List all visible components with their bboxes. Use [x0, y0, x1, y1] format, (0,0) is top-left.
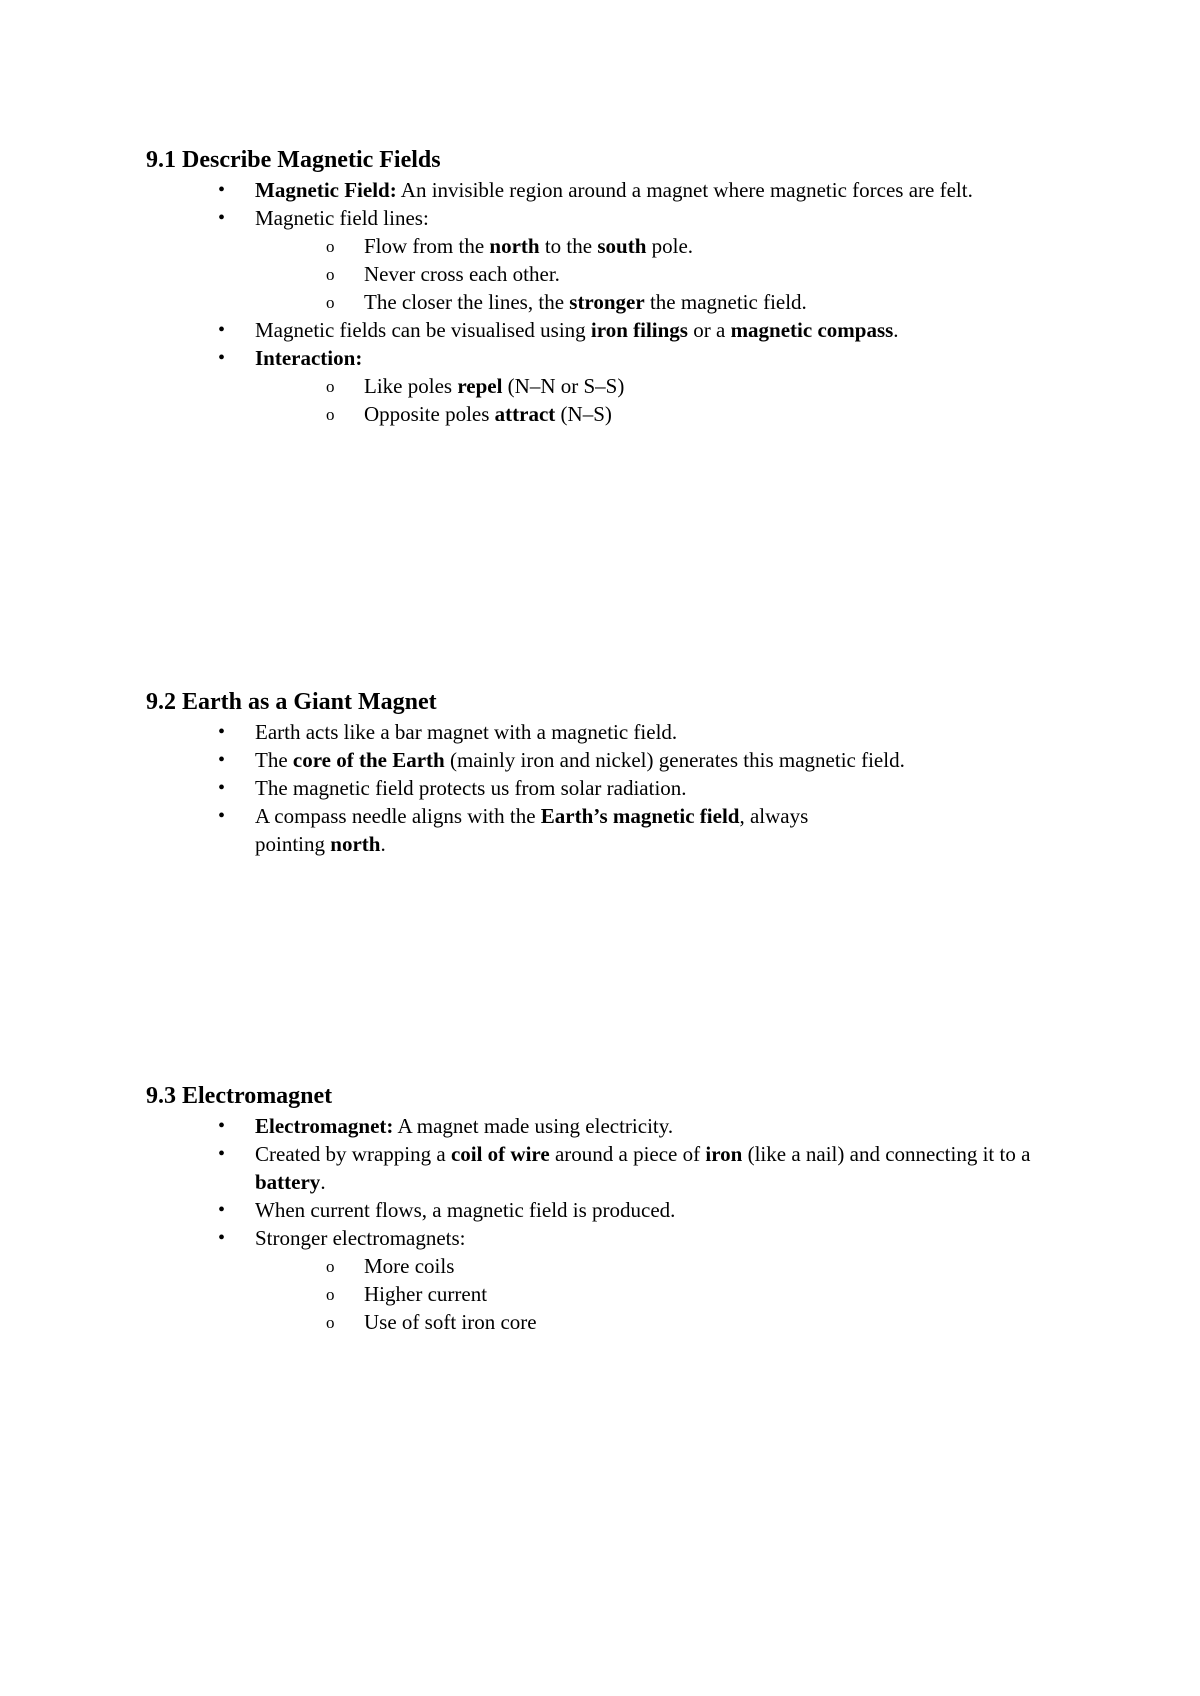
list-item [146, 1140, 1076, 1196]
list-item-text [255, 776, 687, 800]
section-heading: 9.1 Describe Magnetic Fields [146, 147, 441, 173]
circle-bullet-icon: o [326, 405, 335, 424]
bullet-icon: • [218, 319, 226, 341]
text-run: Higher current [364, 1282, 488, 1306]
text-run: An invisible region around a magnet where magnetic forces are felt. [396, 178, 973, 202]
text-run: More coils [364, 1254, 455, 1278]
sub-list-item [146, 288, 1076, 316]
bold-term: stronger [569, 290, 645, 314]
circle-bullet-icon: o [326, 377, 335, 396]
bold-term: Electromagnet: [255, 1114, 394, 1138]
bullet-list [146, 1112, 1076, 1336]
list-item [146, 176, 1076, 204]
bold-term: Earth’s magnetic field [540, 804, 740, 828]
bold-term: Interaction: [255, 346, 363, 370]
sub-list-item [146, 400, 1076, 428]
section-earth-magnet [146, 688, 1076, 858]
bullet-list [146, 718, 1076, 858]
text-run: Stronger electromagnets: [255, 1226, 466, 1250]
list-item-text [255, 1226, 466, 1250]
text-run: The [255, 748, 293, 772]
sub-list-item-text [254, 232, 693, 260]
sub-list-item [146, 372, 1076, 400]
text-run: (N–S) [555, 402, 612, 426]
text-run: A magnet made using electricity. [393, 1114, 674, 1138]
list-item-text [255, 1198, 675, 1222]
text-run: pointing [255, 832, 331, 856]
text-run: . [320, 1170, 326, 1194]
list-item [146, 746, 1076, 774]
circle-bullet-icon: o [326, 1285, 335, 1304]
section-heading: 9.3 Electromagnet [146, 1083, 333, 1109]
text-run: to the [539, 234, 598, 258]
text-run: Magnetic field lines: [255, 206, 429, 230]
bold-term: iron [705, 1142, 743, 1166]
sub-list-item-text [254, 260, 560, 288]
list-item-text [255, 804, 808, 856]
circle-bullet-icon: o [326, 1257, 335, 1276]
list-item-text [255, 1142, 1030, 1194]
sub-bullet-list [255, 1252, 1076, 1336]
text-run: Flow from the [364, 234, 490, 258]
bullet-icon: • [218, 721, 226, 743]
bold-term: magnetic compass [730, 318, 894, 342]
list-item [146, 718, 1076, 746]
text-run: Use of soft iron core [364, 1310, 537, 1334]
sub-list-item-text [254, 400, 612, 428]
text-run: Earth acts like a bar magnet with a magnetic field. [255, 720, 678, 744]
list-item-text [255, 748, 905, 772]
text-run: around a piece of [549, 1142, 706, 1166]
bullet-icon: • [218, 1143, 226, 1165]
text-run: Like poles [364, 374, 458, 398]
text-run: (N–N or S–S) [502, 374, 625, 398]
circle-bullet-icon: o [326, 1313, 335, 1332]
bullet-icon: • [218, 207, 226, 229]
sub-list-item [146, 1308, 1076, 1336]
sub-list-item-text [254, 288, 807, 316]
text-run: or a [687, 318, 731, 342]
list-item [146, 1196, 1076, 1224]
sub-bullet-list [255, 372, 1076, 428]
circle-bullet-icon: o [326, 237, 335, 256]
list-item [146, 344, 1076, 428]
text-run: (mainly iron and nickel) generates this magnetic field. [444, 748, 905, 772]
text-run: Never cross each other. [364, 262, 560, 286]
bullet-icon: • [218, 1227, 226, 1249]
sub-list-item [146, 260, 1076, 288]
list-item [146, 1112, 1076, 1140]
text-run: Opposite poles [364, 402, 495, 426]
bullet-icon: • [218, 347, 226, 369]
sub-list-item [146, 1252, 1076, 1280]
section-magnetic-fields [146, 146, 1076, 428]
text-run: A compass needle aligns with the [255, 804, 541, 828]
text-run: (like a nail) and connecting it to a [742, 1142, 1031, 1166]
bold-term: repel [457, 374, 503, 398]
text-run: pole. [646, 234, 694, 258]
list-item [146, 204, 1076, 316]
text-run: Magnetic fields can be visualised using [255, 318, 591, 342]
sub-bullet-list [255, 232, 1076, 316]
list-item-text [255, 178, 973, 202]
text-run: Created by wrapping a [255, 1142, 451, 1166]
bullet-icon: • [218, 777, 226, 799]
bullet-icon: • [218, 1115, 226, 1137]
bullet-icon: • [218, 179, 226, 201]
sub-list-item-text [254, 1252, 454, 1280]
sub-list-item-text [254, 1280, 487, 1308]
circle-bullet-icon: o [326, 265, 335, 284]
text-run: , always [739, 804, 809, 828]
list-item-text [255, 318, 899, 342]
section-electromagnet [146, 1082, 1076, 1336]
bold-term: south [597, 234, 647, 258]
text-run: The magnetic field protects us from solar radiation. [255, 776, 687, 800]
text-run: When current flows, a magnetic field is produced. [255, 1198, 676, 1222]
sub-list-item-text [254, 372, 624, 400]
bold-term: attract [494, 402, 556, 426]
list-item [146, 1224, 1076, 1336]
bold-term: north [330, 832, 381, 856]
sub-list-item [146, 232, 1076, 260]
sub-list-item-text [254, 1308, 537, 1336]
text-run: the magnetic field. [644, 290, 807, 314]
bullet-list [146, 176, 1076, 428]
text-run: . [893, 318, 899, 342]
text-run: The closer the lines, the [364, 290, 570, 314]
list-item-text [255, 720, 677, 744]
bold-term: Magnetic Field: [255, 178, 397, 202]
bullet-icon: • [218, 1199, 226, 1221]
bold-term: north [489, 234, 540, 258]
bold-term: battery [255, 1170, 321, 1194]
bold-term: iron filings [590, 318, 688, 342]
list-item [146, 316, 1076, 344]
list-item [146, 774, 1076, 802]
circle-bullet-icon: o [326, 293, 335, 312]
text-run: . [380, 832, 386, 856]
bold-term: core of the Earth [292, 748, 445, 772]
bullet-icon: • [218, 749, 226, 771]
bold-term: coil of wire [450, 1142, 550, 1166]
list-item [146, 802, 1076, 858]
bullet-icon: • [218, 805, 226, 827]
section-heading: 9.2 Earth as a Giant Magnet [146, 689, 437, 715]
list-item-text [255, 1114, 673, 1138]
list-item-text [255, 206, 429, 230]
list-item-text [255, 346, 362, 370]
sub-list-item [146, 1280, 1076, 1308]
